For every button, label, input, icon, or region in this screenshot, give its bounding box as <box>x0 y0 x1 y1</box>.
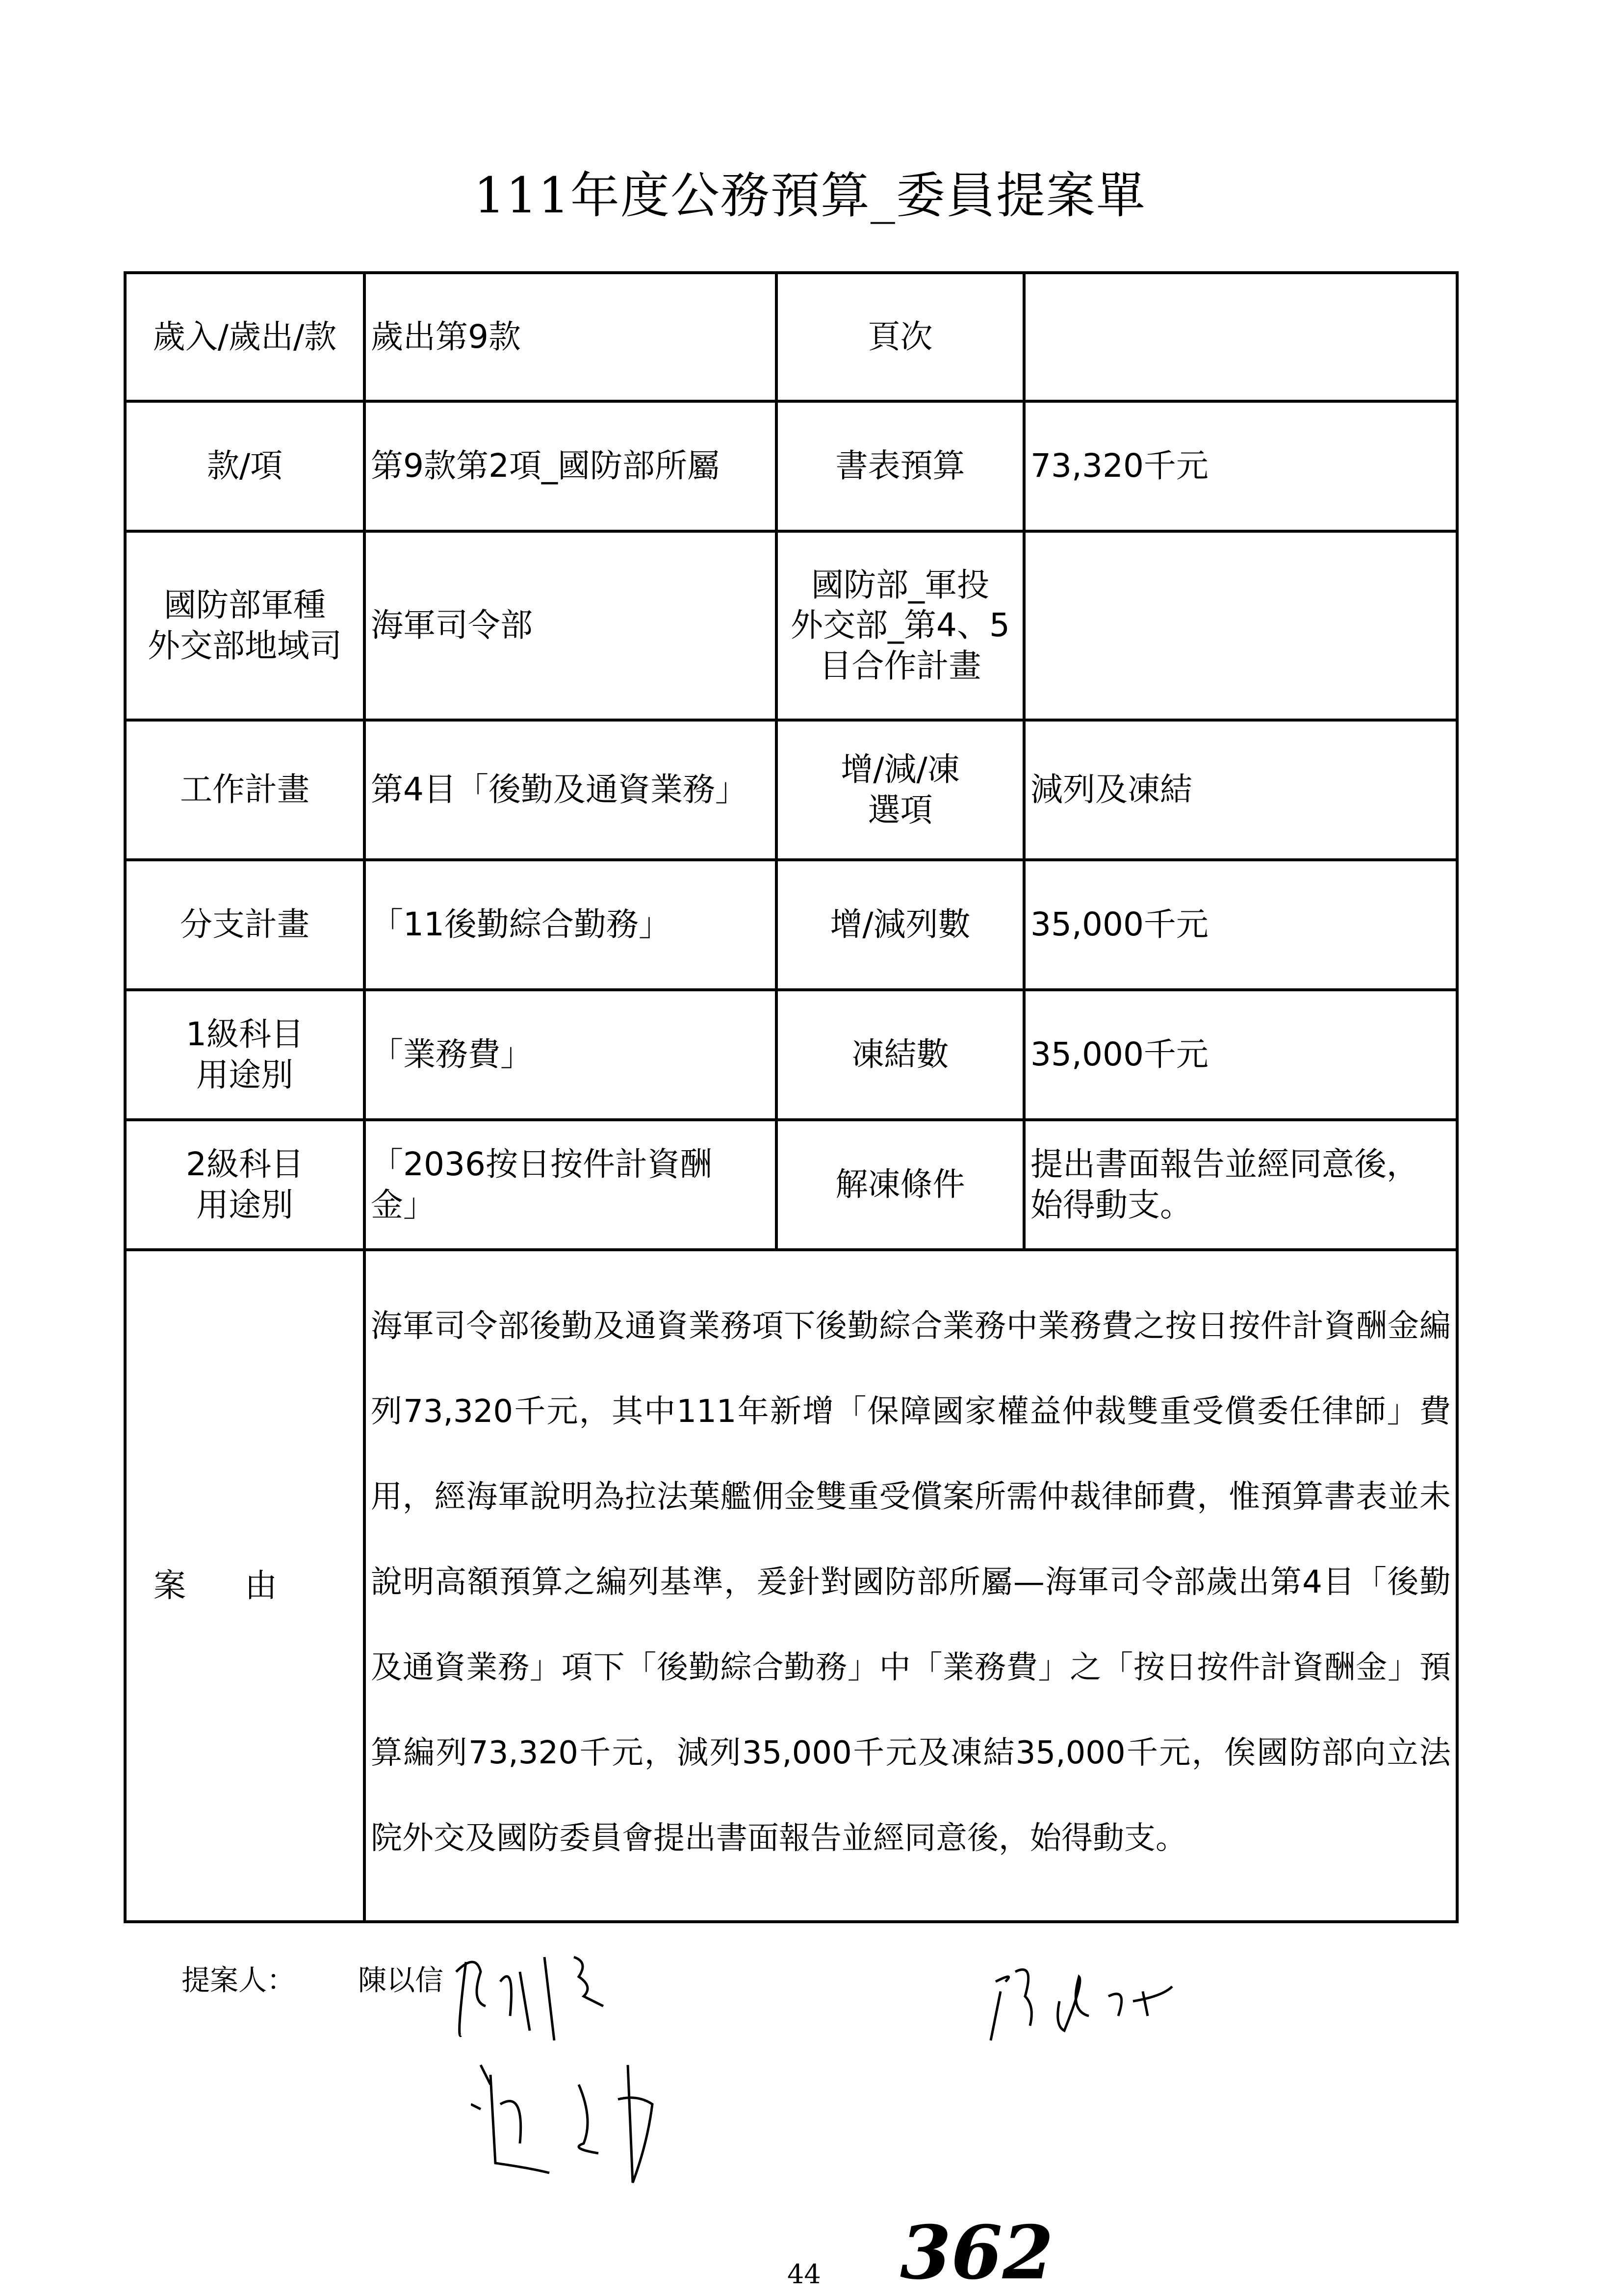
field-label: 2級科目 用途別 <box>125 1120 364 1250</box>
field-value: 減列及凍結 <box>1024 720 1457 860</box>
form-row <box>125 990 1457 1120</box>
field-label: 增/減列數 <box>776 860 1024 990</box>
form-row <box>125 401 1457 531</box>
field-label: 國防部_軍投 外交部_第4、5 目合作計畫 <box>776 531 1024 720</box>
field-label: 款/項 <box>125 401 364 531</box>
field-value: 「2036按日按件計資酬 金」 <box>364 1120 776 1250</box>
signature-2 <box>471 2045 785 2193</box>
field-value: 海軍司令部 <box>364 531 776 720</box>
field-label: 1級科目 用途別 <box>125 990 364 1120</box>
field-value: 35,000千元 <box>1024 860 1457 990</box>
proposer-label: 提案人： <box>181 1963 296 1997</box>
form-row <box>125 1120 1457 1250</box>
signature-1 <box>446 1942 790 2050</box>
field-label: 分支計畫 <box>125 860 364 990</box>
field-value: 提出書面報告並經同意後， 始得動支。 <box>1024 1120 1457 1250</box>
field-value: 歲出第9款 <box>364 273 776 401</box>
field-value: 第4目「後勤及通資業務」 <box>364 720 776 860</box>
form-row <box>125 273 1457 401</box>
field-label: 增/減/凍 選項 <box>776 720 1024 860</box>
field-value: 73,320千元 <box>1024 401 1457 531</box>
field-label: 解凍條件 <box>776 1120 1024 1250</box>
field-value <box>1024 531 1457 720</box>
field-value <box>1024 273 1457 401</box>
field-value: 第9款第2項_國防部所屬 <box>364 401 776 531</box>
document-title: 111年度公務預算_委員提案單 <box>474 167 1146 224</box>
field-value: 「業務費」 <box>364 990 776 1120</box>
page-number: 44 <box>787 2259 821 2290</box>
handwritten-number: 362 <box>900 2210 1054 2296</box>
signature-3 <box>986 1952 1329 2050</box>
field-label: 國防部軍種 外交部地域司 <box>125 531 364 720</box>
field-value: 「11後勤綜合勤務」 <box>364 860 776 990</box>
reason-label: 案由 <box>125 1250 364 1922</box>
field-label: 凍結數 <box>776 990 1024 1120</box>
field-label: 歲入/歲出/款 <box>125 273 364 401</box>
reason-text: 海軍司令部後勤及通資業務項下後勤綜合業務中業務費之按日按件計資酬金編列73,320千元，其中111年新增「保障國家權益仲裁雙重受償委任律師」費用，經海軍說明為拉法葉艦佣金雙重受償案所需仲裁律師費，惟預算書表並未說明高額預算之編列基準，爰針對國防部所屬—海軍司令部歲出第4目「後勤及通資業務」項下「後勤綜合勤務」中「業務費」之「按日按件計資酬金」預算編列73,320千元，減列35,000千元及凍結35,000千元，俟國防部向立法院外交及國防委員會提出書面報告並經同意後，始得動支。 <box>371 1308 1451 1857</box>
proposal-form-table <box>124 271 1459 1923</box>
reason-row <box>125 1250 1457 1922</box>
field-label: 頁次 <box>776 273 1024 401</box>
form-row <box>125 720 1457 860</box>
reason-cell <box>364 1250 1457 1922</box>
field-label: 工作計畫 <box>125 720 364 860</box>
field-label: 書表預算 <box>776 401 1024 531</box>
field-value: 35,000千元 <box>1024 990 1457 1120</box>
proposer-name: 陳以信 <box>358 1963 444 1997</box>
form-row <box>125 531 1457 720</box>
form-row <box>125 860 1457 990</box>
